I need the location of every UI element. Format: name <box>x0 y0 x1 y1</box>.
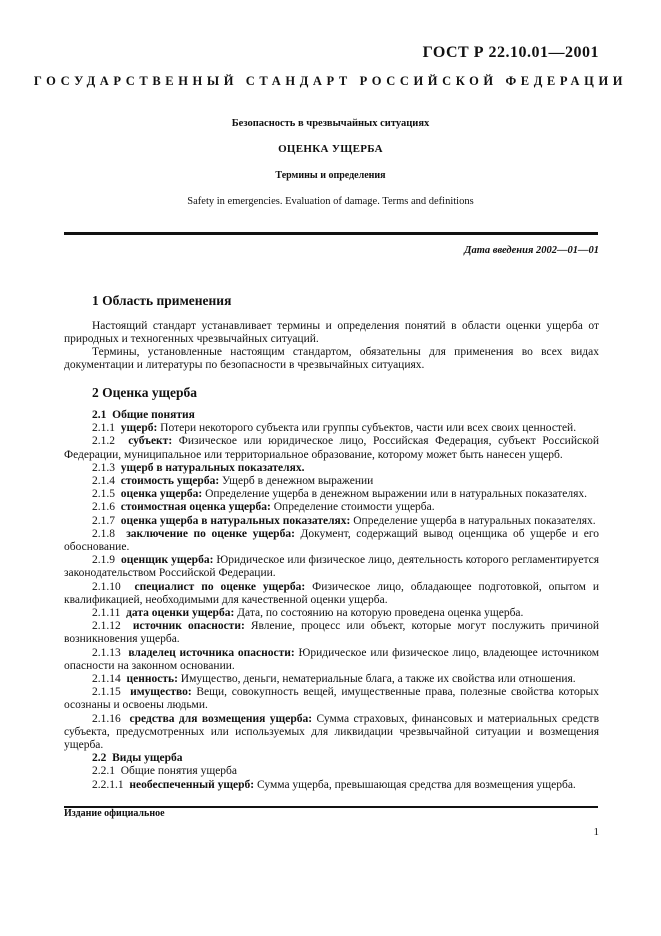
item-definition: Дата, по состоянию на которую проведена оценка ущерба. <box>237 607 524 620</box>
definition-item <box>64 554 599 580</box>
item-number: 2.1.12 <box>92 620 121 633</box>
item-number: 2.1.5 <box>92 488 115 501</box>
introduction-date: Дата введения 2002—01—01 <box>464 245 599 256</box>
section-1-heading: 1 Область применения <box>92 293 232 308</box>
title-sub: Термины и определения <box>275 170 386 181</box>
item-number: 2.1.11 <box>92 607 121 620</box>
item-term: средства для возмещения ущерба: <box>129 712 313 725</box>
item-definition: Сумма страховых, финансовых и материальных средств субъекта, предусмотренных или используемых для ликвидации чрезвычайной ситуации и возмещения ущерба. <box>64 712 600 752</box>
definition-item <box>64 581 599 607</box>
item-number: 2.1.4 <box>92 475 115 488</box>
item-definition: Ущерб в денежном выражении <box>222 475 374 488</box>
item-term: источник опасности: <box>132 620 245 633</box>
item-term: ущерб: <box>120 422 158 435</box>
definitions-list <box>64 409 599 792</box>
item-number: 2.1.3 <box>92 461 115 474</box>
title-category: Безопасность в чрезвычайных ситуациях <box>231 118 430 129</box>
item-number: 2.2.1 <box>92 765 115 778</box>
item-definition: Потери некоторого субъекта или группы субъектов, части или всех своих ценностей. <box>160 422 577 435</box>
definition-item <box>64 435 599 461</box>
item-number: 2.1.2 <box>92 435 115 448</box>
definition-item <box>64 713 599 753</box>
definition-item <box>64 422 599 435</box>
scope-paragraph-2: Термины, установленные настоящим стандартом, обязательны для применения во всех видах документации и литературы по безопасности в чрезвычайных ситуациях. <box>64 346 599 372</box>
definition-item <box>64 501 599 514</box>
item-number: 2.1.10 <box>92 580 121 593</box>
item-definition: Определение ущерба в денежном выражении или в натуральных показателях. <box>205 488 588 501</box>
definition-item <box>64 620 599 646</box>
item-number: 2.1.6 <box>92 501 115 514</box>
item-term: стоимостная оценка ущерба: <box>120 501 271 514</box>
item-term: оценка ущерба: <box>120 488 203 501</box>
item-term: заключение по оценке ущерба: <box>126 527 295 540</box>
section-2-heading: 2 Оценка ущерба <box>92 385 198 400</box>
item-number: 2.1.13 <box>92 646 121 659</box>
definition-item <box>64 515 599 528</box>
item-definition: Вещи, совокупность вещей, имущественные права, полезные свойства которых осознаны и освоены людьми. <box>64 686 600 712</box>
item-number: 2.1.9 <box>92 554 115 567</box>
item-term: субъект: <box>128 435 173 448</box>
definition-item <box>64 647 599 673</box>
item-definition: Общие понятия ущерба <box>120 765 238 778</box>
definition-item <box>64 488 599 501</box>
item-term: необеспеченный ущерб: <box>129 778 255 791</box>
item-term: оценка ущерба в натуральных показателях: <box>120 514 351 527</box>
item-number: 2.2.1.1 <box>92 778 124 791</box>
item-number: 2.1.14 <box>92 673 121 686</box>
definition-item <box>64 475 599 488</box>
definition-item <box>64 752 599 765</box>
definition-item <box>64 779 599 792</box>
item-number: 2.1.15 <box>92 686 121 699</box>
item-number: 2.1.16 <box>92 712 121 725</box>
definition-item <box>64 673 599 686</box>
definition-item <box>64 462 599 475</box>
item-term: владелец источника опасности: <box>128 646 295 659</box>
item-term: оценщик ущерба: <box>121 554 214 567</box>
item-term: Общие понятия <box>112 409 195 421</box>
definition-item <box>64 528 599 554</box>
item-term: специалист по оценке ущерба: <box>134 580 306 593</box>
item-number: 2.1.1 <box>92 422 115 435</box>
state-standard-heading: ГОСУДАРСТВЕННЫЙ СТАНДАРТ РОССИЙСКОЙ ФЕДЕРАЦИИ <box>33 74 628 88</box>
title-english: Safety in emergencies. Evaluation of damage. Terms and definitions <box>187 196 474 207</box>
definition-item <box>64 409 599 422</box>
item-term: дата оценки ущерба: <box>126 607 235 620</box>
definition-item <box>64 765 599 778</box>
item-definition: Юридическое или физическое лицо, деятельность которого регламентируется законодательством Российской Федерации. <box>64 554 600 580</box>
item-definition: Сумма ущерба, превышающая средства для возмещения ущерба. <box>256 778 576 791</box>
item-definition: Определение стоимости ущерба. <box>273 501 435 514</box>
item-definition: Физическое лицо, обладающее подготовкой, опытом и квалификацией, необходимыми для качественной оценки ущерба. <box>64 580 600 606</box>
item-definition: Определение ущерба в натуральных показателях. <box>353 514 596 527</box>
definition-item <box>64 607 599 620</box>
item-number: 2.1.8 <box>92 527 115 540</box>
document-code: ГОСТ Р 22.10.01—2001 <box>422 44 599 61</box>
title-main: ОЦЕНКА УЩЕРБА <box>278 143 383 155</box>
item-number: 2.1 <box>92 409 107 421</box>
top-rule <box>64 232 598 235</box>
item-definition: Физическое или юридическое лицо, Российская Федерация, субъект Российской Федерации, муниципальное или территориальное образование, которому может быть нанесен ущерб. <box>64 435 600 461</box>
item-term: ценность: <box>126 673 178 686</box>
item-term: стоимость ущерба: <box>120 475 220 488</box>
definition-item <box>64 686 599 712</box>
item-definition: Документ, содержащий вывод оценщика об ущербе и его обоснование. <box>64 527 600 554</box>
item-definition: Юридическое или физическое лицо, владеющее источником опасности на законном основании. <box>64 646 600 672</box>
item-term: ущерб в натуральных показателях. <box>120 461 305 474</box>
edition-label: Издание официальное <box>64 808 165 819</box>
scope-paragraph-1: Настоящий стандарт устанавливает термины и определения понятий в области оценки ущерба от природных и техногенных чрезвычайных ситуаций. <box>64 320 599 346</box>
item-definition: Имущество, деньги, нематериальные блага, а также их свойства или отношения. <box>180 673 576 686</box>
item-number: 2.2 <box>92 752 107 765</box>
item-definition: Явление, процесс или объект, которые могут послужить причиной возникновения ущерба. <box>64 620 600 646</box>
page-number: 1 <box>593 826 599 838</box>
item-term: Виды ущерба <box>112 752 183 765</box>
item-number: 2.1.7 <box>92 514 115 527</box>
item-term: имущество: <box>130 686 192 699</box>
